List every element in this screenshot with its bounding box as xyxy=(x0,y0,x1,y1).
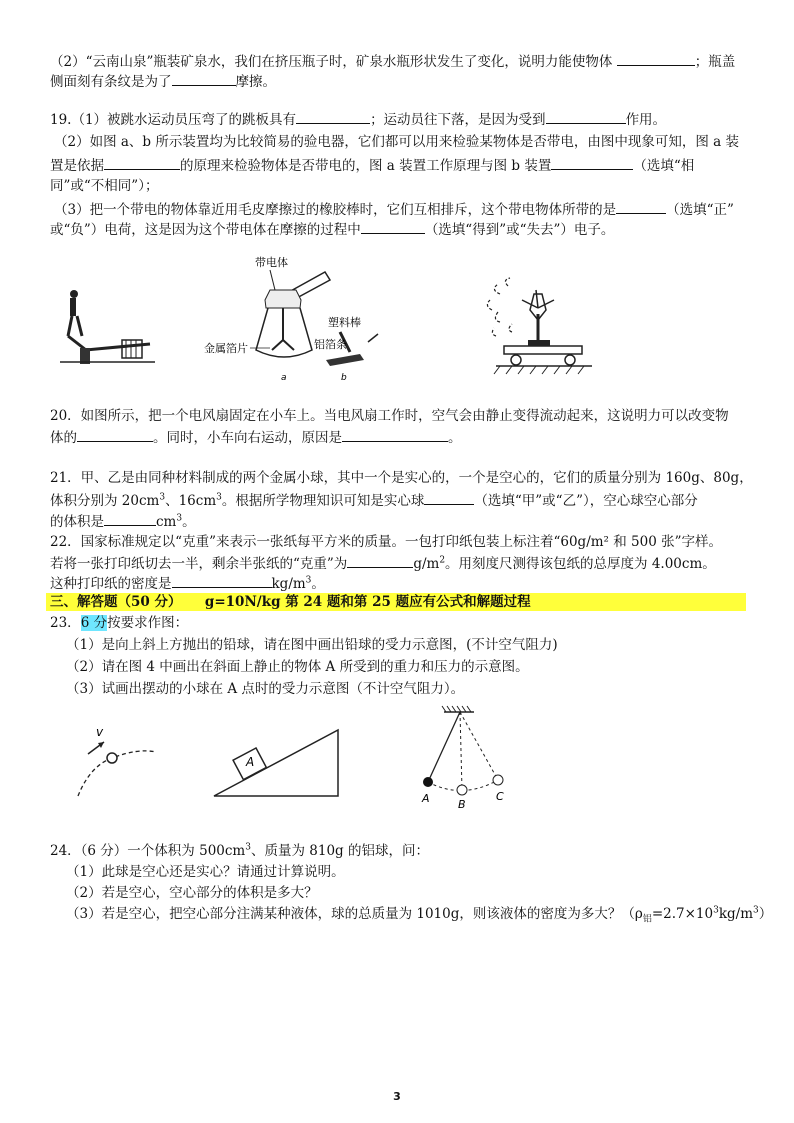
answer-blank[interactable] xyxy=(342,428,448,442)
q22-line1: 22．国家标准规定以“克重”来表示一张纸每平方米的质量。一包打印纸包装上标注着“60g/m² 和 500 张”字样。 xyxy=(50,534,723,550)
electroscope-b-figure xyxy=(314,315,378,383)
section3-note: g=10N/kg 第 24 题和第 25 题应有公式和解题过程 xyxy=(204,594,531,610)
q23-sub1: （1）是向上斜上方抛出的铅球，请在图中画出铅球的受力示意图，(不计空气阻力) xyxy=(66,637,558,653)
q24-sub2: （2）若是空心，空心部分的体积是多大？ xyxy=(66,885,318,901)
label-v: v xyxy=(96,725,104,739)
incline-figure xyxy=(214,730,338,796)
q19-line2: （2）如图 a、b 所示装置均为比较简易的验电器，它们都可以用来检验某物体是否带电，由图中现象可知，图 a 装 xyxy=(54,134,739,150)
q19-line5: （3）把一个带电的物体靠近用毛皮摩擦过的橡胶棒时，它们互相排斥，这个带电物体所带的是 （选填“正” xyxy=(54,202,734,218)
q24-sub3: （3）若是空心，把空心部分注满某种液体，球的总质量为 1010g，则该液体的密度为多大？$(\rho_铝=2.7\times 10^3kg/m^3)$ xyxy=(66,905,773,925)
page-number: 3 xyxy=(393,1090,401,1103)
answer-blank[interactable] xyxy=(616,200,666,214)
answer-blank[interactable] xyxy=(347,554,413,568)
q19-line6: 或“负”）电荷，这是因为这个带电体在摩擦的过程中 （选填“得到”或“失去”）电子。 xyxy=(50,222,615,238)
q18-line2: 侧面刻有条纹是为了 摩擦。 xyxy=(50,74,276,90)
q23-sub3: （3）试画出摆动的小球在 A 点时的受力示意图（不计空气阻力）。 xyxy=(66,681,465,697)
q20-line1: 20．如图所示，把一个电风扇固定在小车上。当电风扇工作时，空气会由静止变得流动起来，这说明力可以改变物 xyxy=(50,408,729,424)
label-point-c: C xyxy=(496,790,504,803)
fan-cart-figure xyxy=(487,278,592,374)
answer-blank[interactable] xyxy=(77,428,153,442)
answer-blank[interactable] xyxy=(172,574,272,588)
shot-ball xyxy=(107,753,117,763)
label-block-a: A xyxy=(246,755,255,769)
label-plastic-rod: 塑料棒 xyxy=(328,316,361,329)
electroscope-a-figure xyxy=(204,255,330,383)
label-a: a xyxy=(281,373,287,383)
q21-line3: 的体积是 $cm^3$。 xyxy=(50,513,196,530)
q24-line1: 24．（6 分）一个体积为 $500cm^3$、质量为 810g 的铝球，问： xyxy=(50,842,429,859)
label-b: b xyxy=(341,373,347,383)
q19-line4: 同”或“不相同”）； xyxy=(50,178,159,194)
q23-figures xyxy=(60,700,540,810)
q22-line2: 若将一张打印纸切去一半，剩余半张纸的“克重”为 $g/m^2$。用刻度尺测得该包纸的总厚度为 4.00cm。 xyxy=(50,555,716,572)
diver-springboard-figure xyxy=(60,290,155,364)
section3-title: 三、解答题（50 分） xyxy=(50,594,182,610)
label-point-a: A xyxy=(422,792,430,805)
q18-line1: （2）“云南山泉”瓶装矿泉水，我们在挤压瓶子时，矿泉水瓶形状发生了变化，说明力能使物体 ；瓶盖 xyxy=(50,54,736,70)
answer-blank[interactable] xyxy=(104,512,156,526)
q23-sub2: （2）请在图 4 中画出在斜面上静止的物体 A 所受到的重力和压力的示意图。 xyxy=(66,659,529,675)
q23-header: 23．6 分按要求作图： xyxy=(50,615,189,631)
q19-line3: 置是依据 的原理来检验物体是否带电的，图 a 装置工作原理与图 b 装置 （选填“相 xyxy=(50,158,695,174)
q21-line1: 21．甲、乙是由同种材料制成的两个金属小球，其中一个是实心的，一个是空心的，它们的质量分别为 160g、80g， xyxy=(50,470,753,486)
answer-blank[interactable] xyxy=(617,52,695,66)
answer-blank[interactable] xyxy=(296,110,370,124)
q19-q20-figures xyxy=(60,250,600,390)
q19-line1: 19.（1）被跳水运动员压弯了的跳板具有 ；运动员往下落，是因为受到 作用。 xyxy=(50,112,667,128)
answer-blank[interactable] xyxy=(551,156,633,170)
label-charged-body: 带电体 xyxy=(255,256,288,269)
q20-line2: 体的 。同时，小车向右运动，原因是 。 xyxy=(50,430,462,446)
answer-blank[interactable] xyxy=(104,156,180,170)
answer-blank[interactable] xyxy=(546,110,626,124)
q22-line3: 这种打印纸的密度是 $kg/m^3$。 xyxy=(50,575,325,592)
pendulum-ball xyxy=(423,777,433,787)
score-highlight: 6 分 xyxy=(80,615,108,631)
shot-put-figure xyxy=(78,725,156,796)
answer-blank[interactable] xyxy=(424,491,474,505)
answer-blank[interactable] xyxy=(172,72,236,86)
label-point-b: B xyxy=(458,798,466,810)
answer-blank[interactable] xyxy=(361,220,425,234)
label-foil-strip: 铝箔条 xyxy=(314,338,347,351)
q21-line2: 体积分别为 $20cm^3$、$16cm^3$。根据所学物理知识可知是实心球 （选填“甲”或“乙”），空心球空心部分 xyxy=(50,492,698,509)
section3-header xyxy=(50,594,750,611)
label-metal-foil: 金属箔片 xyxy=(204,342,248,355)
pendulum-figure xyxy=(421,706,504,810)
q24-sub1: （1）此球是空心还是实心？请通过计算说明。 xyxy=(66,864,345,880)
